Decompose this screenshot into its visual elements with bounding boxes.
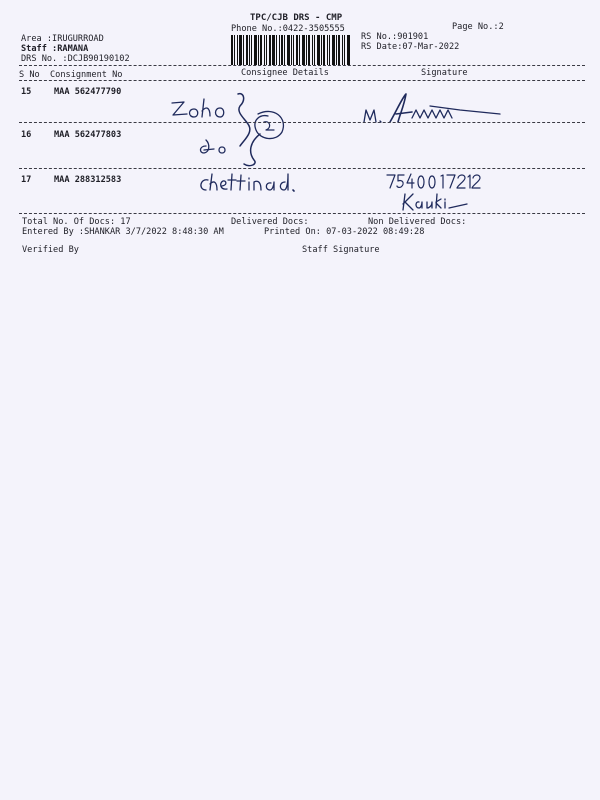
row-15-divider xyxy=(19,122,585,123)
drs-number: DRS No. :DCJB90190102 xyxy=(21,54,130,64)
row-16-consignment: MAA 562477803 xyxy=(54,130,122,140)
barcode xyxy=(231,35,351,65)
handwritten-consignee-chettinad xyxy=(196,170,301,198)
non-delivered-docs: Non Delivered Docs: xyxy=(368,217,467,227)
printed-on: Printed On: 07-03-2022 08:49:28 xyxy=(264,227,425,237)
row-16-sno: 16 xyxy=(21,130,32,140)
row-17-sno: 17 xyxy=(21,175,32,185)
columns-divider xyxy=(19,80,585,81)
staff-label: Staff : xyxy=(21,44,58,54)
row-17-consignment: MAA 288312583 xyxy=(54,175,122,185)
handwritten-consignee-do xyxy=(198,138,238,158)
row-17-handwritten-phone xyxy=(385,172,480,212)
entered-by: Entered By :SHANKAR 3/7/2022 8:48:30 AM xyxy=(22,227,224,237)
phone-number: Phone No.:0422-3505555 xyxy=(231,24,345,34)
rs-date: RS Date:07-Mar-2022 xyxy=(361,42,460,52)
row-15-sno: 15 xyxy=(21,87,32,97)
delivered-docs: Delivered Docs: xyxy=(231,217,309,227)
column-consignment: Consignment No xyxy=(50,70,123,80)
area-label: Area :IRUGURROAD xyxy=(21,34,104,44)
handwritten-mark xyxy=(230,90,290,170)
staff-field xyxy=(21,44,88,54)
rs-number: RS No.:901901 xyxy=(361,32,429,42)
row-17-divider xyxy=(19,213,585,214)
row-16-divider xyxy=(19,168,585,169)
row-15-consignment: MAA 562477790 xyxy=(54,87,122,97)
verified-by: Verified By xyxy=(22,245,79,255)
column-sno: S No xyxy=(19,70,40,80)
document-title: TPC/CJB DRS - CMP xyxy=(250,13,343,23)
staff-name: RAMANA xyxy=(57,44,89,54)
staff-signature: Staff Signature xyxy=(302,245,380,255)
column-consignee: Consignee Details xyxy=(241,68,329,78)
page-number: Page No.:2 xyxy=(452,22,504,32)
total-docs: Total No. Of Docs: 17 xyxy=(22,217,131,227)
header-divider xyxy=(19,65,585,66)
column-signature: Signature xyxy=(421,68,468,78)
